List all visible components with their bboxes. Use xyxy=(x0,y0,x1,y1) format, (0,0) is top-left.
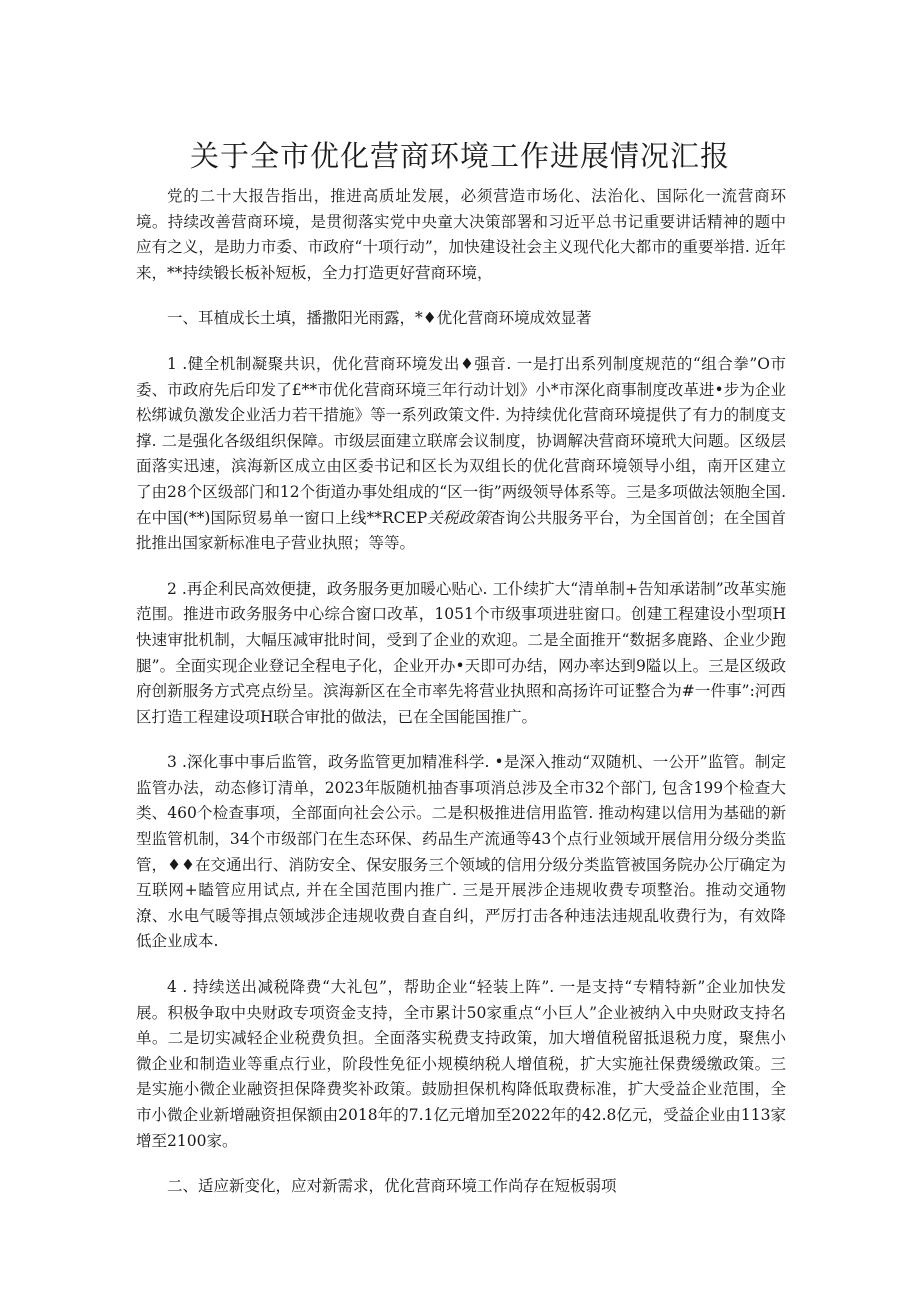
paragraph-4: 4 . 持续送出减税降费“大礼包”，帮助企业“轻装上阵”. 一是支持“专精特新”企业加快发展。积极争取中央财政专项资金支持，全市累计50家重点“小巨人”企业被纳入中央财政支持名单。二是切实减轻企业税费负担。全面落实税费支持政策，加大增值税留抵退税力度，聚焦小微企业和制造业等重点行业，阶段性免征小规模纳税人增值税，扩大实施社保费缓缴政策。三是实施小微企业融资担保降费奖补政策。鼓励担保机构降低取费标准，扩大受益企业范围，全市小微企业新增融资担保额由2018年的7.1亿元增加至2022年的42.8亿元，受益企业由113家增至2100家。 xyxy=(136,978,786,1150)
paragraph-1 xyxy=(136,352,786,557)
paragraph-1-text-end: 杳询公共服务平台，为全国首创；在全国首批推出国家新标准电子营业执照；等等。 xyxy=(136,508,786,553)
section-1-heading: 一、耳植成长土填，播撒阳光雨露，*♦优化营商环境成效显著 xyxy=(167,309,592,328)
document-body xyxy=(136,184,786,1220)
paragraph-3: 3 .深化事中事后监管，政务监管更加精准科学. •是深入推动“双随机、一公开”监管。制定监管办法，动态修订清单，2023年版随机抽杳事项消总涉及全市32个部门, 包含199个检查大类、460个检查事项，全部面向社会公示。二是积极推进信用监管. 推动构建以信用为基础的新型监管机制，34个市级部门在生态环保、药品生产流通等43个点行业领域开展信用分级分类监管，♦♦在交通出行、消防安全、保安服务三个领域的信用分级分类监管被国务院办公厅确定为互联网+瞌管应用试点, 并在全国范围内推广. 三是开展涉企违规收费专项整治。推动交通物潦、水电气暖等揖点领域涉企违规收费自查自纠，严厉打击各种违法违规乱收费行为，有效降低企业成本. xyxy=(136,753,786,951)
intro-paragraph: 党的二十大报告指出，推进高质址发展，必须营造市场化、法治化、国际化一流营商环境。持续改善营商环境，是贯彻落实党中央童大决策部署和习近平总书记重要讲话精神的题中应有之义，是助力市委、市政府“十项行动”，加快建设社会主义现代化大都市的重要举措. 近年来，**持续锻长板补短板，全力打造更好营商环境， xyxy=(136,187,786,282)
paragraph-2: 2 .再企利民高效便捷，政务服务更加暖心贴心. 工仆续扩大“清单制+告知承诺制”改革实施范围。推进市政务服务中心综合窗口改革，1051个市级事项进驻窗口。创建工程建设小型项H快速审批机制，大幅压减审批时间，受到了企业的欢迎。二是全面推开“数据多鹿路、企业少跑腿”。全面实现企业登记全程电子化，企业开办•天即可办结，网办率达到9隘以上。三是区级政府创新服务方式亮点纷呈。滨海新区在全市率先将营业执照和高扬许可证整合为#一件事”:河西区打造工程建设项H联合审批的做法，已在全国能国推广。 xyxy=(136,579,786,726)
section-2-heading: 二、适应新变化，应对新需求，优化营商环境工作尚存在短板弱项 xyxy=(167,1177,617,1196)
paragraph-1-italic-text: 关税政策 xyxy=(427,508,490,527)
document-title: 关于全市优化营商环境工作进展情况汇报 xyxy=(189,139,730,173)
paragraph-1-text: 1 .健全机制凝聚共识，优化营商环境发出♦强音. 一是打出系列制度规范的“组合拳”O市委、市政府先后印发了£**市优化营商环境三年行动计划》小*市深化商事制度改革进•步为企业松绑诚负激发企业活力若干措施》等一系列政策文件. 为持续优化营商环境提供了有力的制度支撑. 二是强化各级组织保障。市级层面建立联席会议制度，协调解决营商环境玳大问题。区级层面落实迅速，滨海新区成立由区委书记和区长为双组长的优化营商环境领导小组，南开区建立了由28个区级部门和12个街道办事处组成的“区一街”两级领导体系等。三是多项做法领胞全国. 在中国(**)国际贸易单一窗口上线**RCEP xyxy=(136,354,786,527)
